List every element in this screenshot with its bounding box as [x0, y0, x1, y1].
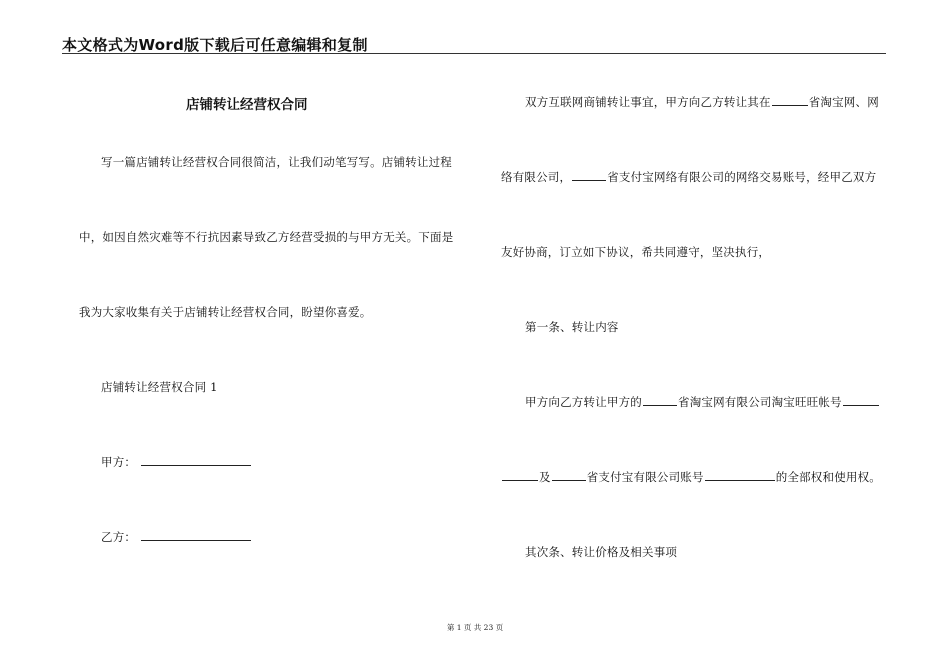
right-line-5-text-c: 的全部权和使用权。	[775, 470, 882, 484]
party-a-blank	[141, 454, 251, 466]
right-line-2-blank	[572, 169, 606, 181]
party-b-blank	[141, 529, 251, 541]
right-line-3: 友好协商，订立如下协议，希共同遵守，坚决执行，	[501, 245, 771, 259]
right-line-5-text-a: 及	[539, 470, 551, 484]
right-line-4-blank-1	[643, 394, 677, 406]
right-line-5-text-b: 省支付宝有限公司账号	[586, 470, 704, 484]
article-2-heading: 其次条、转让价格及相关事项	[525, 545, 678, 559]
right-line-2-text-b: 省支付宝网络有限公司的网络交易账号，经甲乙双方	[607, 170, 877, 184]
page-number-footer: 第 1 页 共 23 页	[446, 623, 504, 632]
right-line-5-blank-2	[552, 469, 586, 481]
right-column	[475, 0, 950, 672]
intro-line-2: 中，如因自然灾难等不行抗因素导致乙方经营受损的与甲方无关。下面是	[79, 230, 454, 244]
right-line-4-text-b: 省淘宝网有限公司淘宝旺旺帐号	[678, 395, 842, 409]
intro-line-3: 我为大家收集有关于店铺转让经营权合同，盼望你喜爱。	[79, 305, 372, 319]
party-b-line	[101, 529, 252, 545]
right-line-1-text-a: 双方互联网商铺转让事宜，甲方向乙方转让其在	[525, 95, 771, 109]
right-line-1-text-b: 省淘宝网、网	[808, 95, 879, 109]
party-b-label: 乙方：	[101, 530, 137, 544]
article-1-heading: 第一条、转让内容	[525, 320, 619, 334]
document-title: 店铺转让经营权合同	[186, 97, 308, 113]
right-line-2	[501, 169, 876, 185]
right-line-1	[525, 94, 879, 110]
right-line-5-blank-1	[502, 469, 538, 481]
contract-heading: 店铺转让经营权合同 1	[101, 380, 218, 394]
right-line-4-blank-2	[843, 394, 879, 406]
right-line-1-blank	[772, 94, 808, 106]
right-line-5	[501, 469, 881, 485]
party-a-label: 甲方：	[101, 455, 137, 469]
right-line-4	[525, 394, 880, 410]
right-line-5-blank-3	[705, 469, 775, 481]
right-line-2-text-a: 络有限公司，	[501, 170, 572, 184]
party-a-line	[101, 454, 252, 470]
document-header-title: 本文格式为Word版下载后可任意编辑和复制	[62, 36, 368, 54]
right-line-4-text-a: 甲方向乙方转让甲方的	[525, 395, 642, 409]
intro-line-1: 写一篇店铺转让经营权合同很简洁，让我们动笔写写。店铺转让过程	[101, 155, 452, 169]
